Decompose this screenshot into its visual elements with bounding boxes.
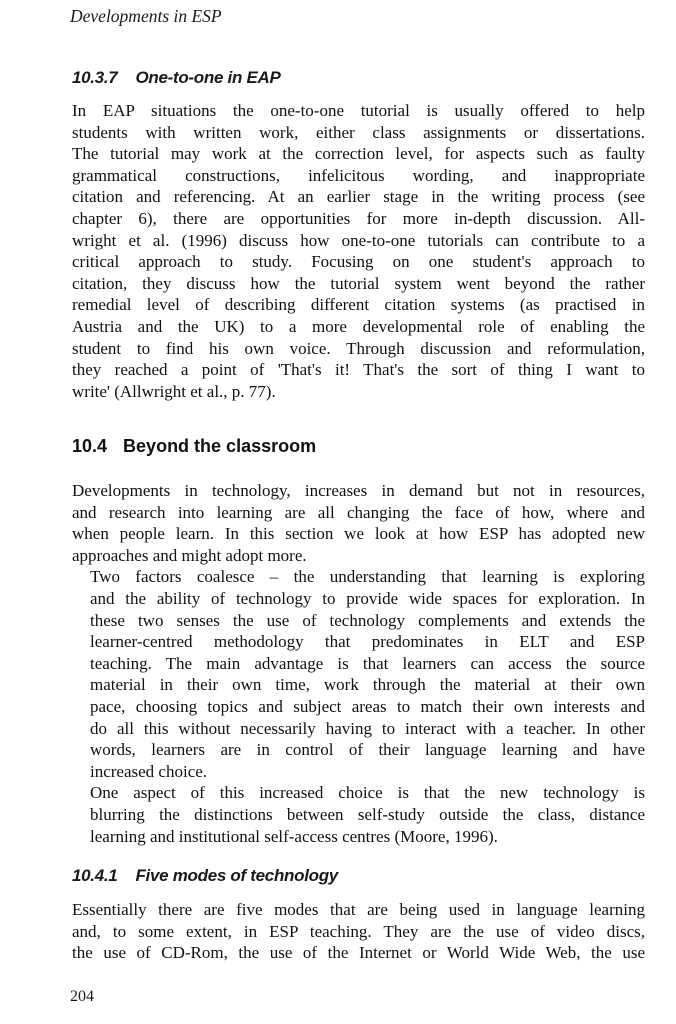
text-line: In EAP situations the one-to-one tutorial is usually offered to help bbox=[72, 101, 645, 120]
subsection-number: 10.4.1 bbox=[72, 866, 118, 885]
text-line: material in their own time, work through the material at their own bbox=[90, 675, 645, 695]
text-line: Developments in technology, increases in demand but not in resources, bbox=[72, 481, 645, 500]
text-line: Essentially there are five modes that are being used in language learning bbox=[72, 900, 645, 919]
text-line: One aspect of this increased choice is that the new technology is bbox=[90, 783, 645, 803]
text-line: do all this without necessarily having to interact with a teacher. In other bbox=[90, 718, 645, 738]
text-line: words, learners are in control of their language learning and have bbox=[90, 740, 645, 760]
text-line: and research into learning are all changing the face of how, where and bbox=[72, 502, 645, 522]
subsection-number: 10.3.7 bbox=[72, 68, 118, 87]
text-line: pace, choosing topics and subject areas to match their own interests and bbox=[90, 696, 645, 716]
subsection-heading-10-3-7 bbox=[72, 68, 281, 88]
text-line: teaching. The main advantage is that learners can access the source bbox=[90, 653, 645, 673]
text-line: and the ability of technology to provide wide spaces for exploration. In bbox=[90, 588, 645, 608]
paragraph bbox=[72, 566, 645, 782]
text-line: grammatical constructions, infelicitous wording, and inappropriate bbox=[72, 165, 645, 185]
text-line: critical approach to study. Focusing on one student's approach to bbox=[72, 252, 645, 272]
text-line: learner-centred methodology that predominates in ELT and ESP bbox=[90, 632, 645, 652]
paragraph bbox=[72, 480, 645, 566]
text-line: these two senses the use of technology complements and extends the bbox=[90, 610, 645, 630]
subsection-title: Five modes of technology bbox=[135, 866, 338, 885]
text-line: wright et al. (1996) discuss how one-to-one tutorials can contribute to a bbox=[72, 230, 645, 250]
page-number: 204 bbox=[70, 988, 94, 1005]
subsection-body-10-4-1 bbox=[72, 899, 645, 964]
text-line: write' (Allwright et al., p. 77). bbox=[72, 381, 276, 401]
subsection-body-10-3-7 bbox=[72, 100, 645, 402]
text-line: citation and referencing. At an earlier stage in the writing process (see bbox=[72, 187, 645, 207]
paragraph bbox=[72, 100, 645, 402]
section-title: Beyond the classroom bbox=[123, 436, 317, 456]
text-line: citation, they discuss how the tutorial system went beyond the rather bbox=[72, 273, 645, 293]
running-head: Developments in ESP bbox=[70, 6, 222, 26]
text-line: blurring the distinctions between self-study outside the class, distance bbox=[90, 804, 645, 824]
text-line: chapter 6), there are opportunities for more in-depth discussion. All- bbox=[72, 208, 645, 228]
text-line: the use of CD-Rom, the use of the Internet or World Wide Web, the use bbox=[72, 943, 645, 963]
text-line: when people learn. In this section we look at how ESP has adopted new bbox=[72, 524, 645, 544]
subsection-heading-10-4-1 bbox=[72, 866, 338, 886]
text-line: students with written work, either class assignments or dissertations. bbox=[72, 122, 645, 142]
subsection-title: One-to-one in EAP bbox=[135, 68, 281, 87]
text-line: approaches and might adopt more. bbox=[72, 545, 307, 565]
section-number: 10.4 bbox=[72, 436, 108, 456]
text-line: increased choice. bbox=[90, 761, 208, 781]
paragraph bbox=[72, 782, 645, 847]
text-line: and, to some extent, in ESP teaching. They are the use of video discs, bbox=[72, 921, 645, 941]
text-line: learning and institutional self-access centres (Moore, 1996). bbox=[90, 826, 498, 846]
paragraph bbox=[72, 899, 645, 964]
text-line: student to find his own voice. Through discussion and reformulation, bbox=[72, 338, 645, 358]
section-body-10-4 bbox=[72, 480, 645, 847]
text-line: The tutorial may work at the correction level, for aspects such as faulty bbox=[72, 144, 645, 164]
text-line: they reached a point of 'That's it! That's the sort of thing I want to bbox=[72, 360, 645, 380]
text-line: remedial level of describing different citation systems (as practised in bbox=[72, 295, 645, 315]
text-line: Two factors coalesce – the understanding that learning is exploring bbox=[90, 567, 645, 587]
text-line: Austria and the UK) to a more developmental role of enabling the bbox=[72, 316, 645, 336]
section-heading-10-4 bbox=[72, 436, 316, 457]
